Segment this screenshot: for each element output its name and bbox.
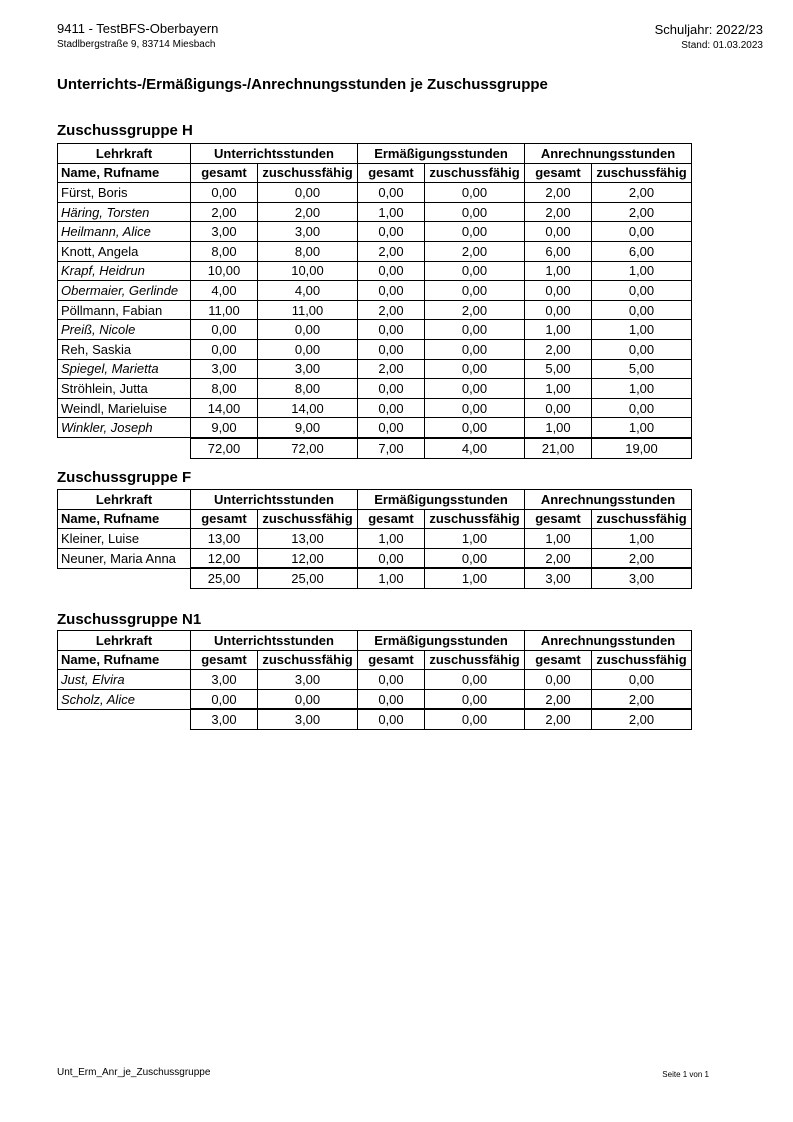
column-header-gesamt: gesamt [525, 650, 592, 670]
value-cell: 2,00 [191, 202, 258, 222]
value-cell: 9,00 [258, 418, 358, 438]
total-cell: 3,00 [592, 568, 692, 588]
value-cell: 14,00 [191, 398, 258, 418]
table-row [58, 300, 692, 320]
value-cell: 0,00 [425, 670, 525, 690]
value-cell: 3,00 [191, 670, 258, 690]
value-cell: 1,00 [592, 320, 692, 340]
value-cell: 4,00 [191, 281, 258, 301]
teacher-name: Winkler, Joseph [58, 418, 191, 438]
column-header-zuschussfaehig: zuschussfähig [258, 163, 358, 183]
value-cell: 8,00 [258, 379, 358, 399]
report-title: Unterrichts-/Ermäßigungs-/Anrechnungsstunden je Zuschussgruppe [57, 76, 548, 93]
table-row [58, 281, 692, 301]
table-row [58, 379, 692, 399]
value-cell: 0,00 [425, 339, 525, 359]
totals-spacer [58, 568, 191, 588]
table-row [58, 689, 692, 709]
group-table [57, 489, 692, 589]
value-cell: 0,00 [425, 379, 525, 399]
column-header-zuschussfaehig: zuschussfähig [592, 650, 692, 670]
value-cell: 0,00 [525, 670, 592, 690]
value-cell: 0,00 [358, 183, 425, 203]
value-cell: 0,00 [358, 418, 425, 438]
total-cell: 7,00 [358, 438, 425, 458]
value-cell: 12,00 [258, 548, 358, 568]
value-cell: 1,00 [525, 529, 592, 549]
teacher-name: Preiß, Nicole [58, 320, 191, 340]
column-header-gesamt: gesamt [525, 509, 592, 529]
table-row [58, 241, 692, 261]
value-cell: 10,00 [191, 261, 258, 281]
value-cell: 11,00 [258, 300, 358, 320]
value-cell: 2,00 [358, 300, 425, 320]
value-cell: 0,00 [425, 359, 525, 379]
column-header-unterricht: Unterrichtsstunden [191, 631, 358, 651]
totals-row [58, 709, 692, 729]
column-header-gesamt: gesamt [358, 650, 425, 670]
teacher-name: Knott, Angela [58, 241, 191, 261]
table-row [58, 548, 692, 568]
school-address: Stadlbergstraße 9, 83714 Miesbach [57, 39, 216, 50]
value-cell: 0,00 [191, 183, 258, 203]
total-cell: 25,00 [191, 568, 258, 588]
value-cell: 14,00 [258, 398, 358, 418]
value-cell: 0,00 [258, 689, 358, 709]
teacher-name: Just, Elvira [58, 670, 191, 690]
value-cell: 0,00 [258, 183, 358, 203]
column-header-anrechnung: Anrechnungsstunden [525, 631, 692, 651]
teacher-name: Fürst, Boris [58, 183, 191, 203]
table-row [58, 222, 692, 242]
value-cell: 0,00 [425, 320, 525, 340]
totals-spacer [58, 709, 191, 729]
column-header-name: Name, Rufname [58, 163, 191, 183]
total-cell: 0,00 [425, 709, 525, 729]
value-cell: 2,00 [525, 548, 592, 568]
value-cell: 8,00 [258, 241, 358, 261]
value-cell: 5,00 [525, 359, 592, 379]
school-year: Schuljahr: 2022/23 [654, 22, 763, 37]
table-row [58, 670, 692, 690]
table-row [58, 261, 692, 281]
column-header-name: Name, Rufname [58, 509, 191, 529]
value-cell: 0,00 [358, 320, 425, 340]
value-cell: 2,00 [525, 689, 592, 709]
column-header-ermaessigung: Ermäßigungsstunden [358, 631, 525, 651]
value-cell: 0,00 [358, 398, 425, 418]
column-header-unterricht: Unterrichtsstunden [191, 490, 358, 510]
teacher-name: Häring, Torsten [58, 202, 191, 222]
group-title: Zuschussgruppe F [57, 469, 192, 486]
value-cell: 1,00 [592, 529, 692, 549]
value-cell: 0,00 [592, 300, 692, 320]
totals-spacer [58, 438, 191, 458]
table-row [58, 339, 692, 359]
header-row-groups [58, 490, 692, 510]
column-header-gesamt: gesamt [525, 163, 592, 183]
total-cell: 0,00 [358, 709, 425, 729]
value-cell: 0,00 [358, 379, 425, 399]
value-cell: 12,00 [191, 548, 258, 568]
value-cell: 3,00 [191, 359, 258, 379]
column-header-gesamt: gesamt [191, 509, 258, 529]
teacher-name: Ströhlein, Jutta [58, 379, 191, 399]
value-cell: 11,00 [191, 300, 258, 320]
total-cell: 3,00 [525, 568, 592, 588]
total-cell: 72,00 [191, 438, 258, 458]
value-cell: 0,00 [425, 548, 525, 568]
teacher-name: Spiegel, Marietta [58, 359, 191, 379]
value-cell: 2,00 [525, 183, 592, 203]
value-cell: 9,00 [191, 418, 258, 438]
value-cell: 0,00 [592, 281, 692, 301]
table-row [58, 183, 692, 203]
value-cell: 13,00 [191, 529, 258, 549]
value-cell: 1,00 [592, 418, 692, 438]
total-cell: 3,00 [258, 709, 358, 729]
totals-row [58, 568, 692, 588]
table-row [58, 202, 692, 222]
value-cell: 6,00 [525, 241, 592, 261]
value-cell: 0,00 [258, 320, 358, 340]
teacher-name: Obermaier, Gerlinde [58, 281, 191, 301]
teacher-name: Scholz, Alice [58, 689, 191, 709]
value-cell: 2,00 [358, 241, 425, 261]
value-cell: 0,00 [592, 339, 692, 359]
group-table [57, 143, 692, 459]
value-cell: 1,00 [592, 261, 692, 281]
group-title: Zuschussgruppe N1 [57, 611, 202, 628]
value-cell: 0,00 [425, 398, 525, 418]
value-cell: 4,00 [258, 281, 358, 301]
value-cell: 1,00 [525, 261, 592, 281]
total-cell: 4,00 [425, 438, 525, 458]
column-header-zuschussfaehig: zuschussfähig [425, 163, 525, 183]
column-header-gesamt: gesamt [358, 163, 425, 183]
value-cell: 0,00 [525, 281, 592, 301]
total-cell: 19,00 [592, 438, 692, 458]
value-cell: 2,00 [525, 202, 592, 222]
value-cell: 0,00 [525, 398, 592, 418]
value-cell: 1,00 [592, 379, 692, 399]
value-cell: 0,00 [358, 339, 425, 359]
table-row [58, 398, 692, 418]
column-header-zuschussfaehig: zuschussfähig [592, 509, 692, 529]
school-name: 9411 - TestBFS-Oberbayern [57, 21, 219, 36]
teacher-name: Heilmann, Alice [58, 222, 191, 242]
value-cell: 0,00 [425, 222, 525, 242]
column-header-teacher: Lehrkraft [58, 631, 191, 651]
value-cell: 0,00 [425, 281, 525, 301]
value-cell: 2,00 [425, 241, 525, 261]
totals-row [58, 438, 692, 458]
table-row [58, 359, 692, 379]
value-cell: 1,00 [425, 529, 525, 549]
value-cell: 1,00 [525, 418, 592, 438]
group-table [57, 630, 692, 730]
teacher-name: Reh, Saskia [58, 339, 191, 359]
column-header-anrechnung: Anrechnungsstunden [525, 490, 692, 510]
value-cell: 1,00 [358, 529, 425, 549]
total-cell: 1,00 [425, 568, 525, 588]
value-cell: 0,00 [425, 183, 525, 203]
value-cell: 0,00 [592, 670, 692, 690]
value-cell: 0,00 [425, 689, 525, 709]
group-title: Zuschussgruppe H [57, 122, 193, 139]
value-cell: 2,00 [592, 548, 692, 568]
column-header-zuschussfaehig: zuschussfähig [425, 509, 525, 529]
value-cell: 1,00 [525, 320, 592, 340]
value-cell: 0,00 [525, 300, 592, 320]
value-cell: 0,00 [191, 320, 258, 340]
value-cell: 0,00 [191, 689, 258, 709]
column-header-zuschussfaehig: zuschussfähig [258, 509, 358, 529]
value-cell: 0,00 [258, 339, 358, 359]
header-row-groups [58, 631, 692, 651]
value-cell: 0,00 [425, 261, 525, 281]
value-cell: 8,00 [191, 241, 258, 261]
value-cell: 2,00 [258, 202, 358, 222]
column-header-zuschussfaehig: zuschussfähig [425, 650, 525, 670]
value-cell: 0,00 [358, 670, 425, 690]
value-cell: 0,00 [525, 222, 592, 242]
value-cell: 5,00 [592, 359, 692, 379]
teacher-name: Kleiner, Luise [58, 529, 191, 549]
column-header-name: Name, Rufname [58, 650, 191, 670]
value-cell: 2,00 [592, 202, 692, 222]
table-row [58, 529, 692, 549]
value-cell: 0,00 [358, 548, 425, 568]
table-row [58, 320, 692, 340]
value-cell: 2,00 [592, 183, 692, 203]
value-cell: 8,00 [191, 379, 258, 399]
value-cell: 0,00 [358, 281, 425, 301]
value-cell: 1,00 [525, 379, 592, 399]
value-cell: 2,00 [525, 339, 592, 359]
report-date: Stand: 01.03.2023 [681, 40, 763, 51]
value-cell: 10,00 [258, 261, 358, 281]
total-cell: 2,00 [525, 709, 592, 729]
page-number: Seite 1 von 1 [662, 1070, 709, 1079]
value-cell: 13,00 [258, 529, 358, 549]
value-cell: 0,00 [358, 689, 425, 709]
total-cell: 25,00 [258, 568, 358, 588]
value-cell: 0,00 [592, 398, 692, 418]
value-cell: 3,00 [258, 670, 358, 690]
value-cell: 3,00 [258, 359, 358, 379]
teacher-name: Pöllmann, Fabian [58, 300, 191, 320]
column-header-teacher: Lehrkraft [58, 490, 191, 510]
teacher-name: Neuner, Maria Anna [58, 548, 191, 568]
column-header-anrechnung: Anrechnungsstunden [525, 144, 692, 164]
header-row-subcolumns [58, 163, 692, 183]
column-header-unterricht: Unterrichtsstunden [191, 144, 358, 164]
value-cell: 0,00 [425, 418, 525, 438]
total-cell: 1,00 [358, 568, 425, 588]
value-cell: 1,00 [358, 202, 425, 222]
header-row-groups [58, 144, 692, 164]
value-cell: 3,00 [258, 222, 358, 242]
header-row-subcolumns [58, 650, 692, 670]
teacher-name: Krapf, Heidrun [58, 261, 191, 281]
total-cell: 21,00 [525, 438, 592, 458]
value-cell: 0,00 [191, 339, 258, 359]
total-cell: 72,00 [258, 438, 358, 458]
value-cell: 0,00 [358, 261, 425, 281]
header-row-subcolumns [58, 509, 692, 529]
total-cell: 2,00 [592, 709, 692, 729]
column-header-zuschussfaehig: zuschussfähig [258, 650, 358, 670]
column-header-zuschussfaehig: zuschussfähig [592, 163, 692, 183]
column-header-gesamt: gesamt [358, 509, 425, 529]
teacher-name: Weindl, Marieluise [58, 398, 191, 418]
table-row [58, 418, 692, 438]
value-cell: 3,00 [191, 222, 258, 242]
value-cell: 0,00 [425, 202, 525, 222]
value-cell: 2,00 [592, 689, 692, 709]
value-cell: 0,00 [358, 222, 425, 242]
column-header-gesamt: gesamt [191, 650, 258, 670]
column-header-ermaessigung: Ermäßigungsstunden [358, 144, 525, 164]
value-cell: 2,00 [358, 359, 425, 379]
column-header-gesamt: gesamt [191, 163, 258, 183]
total-cell: 3,00 [191, 709, 258, 729]
column-header-ermaessigung: Ermäßigungsstunden [358, 490, 525, 510]
report-id: Unt_Erm_Anr_je_Zuschussgruppe [57, 1067, 211, 1078]
value-cell: 2,00 [425, 300, 525, 320]
value-cell: 0,00 [592, 222, 692, 242]
column-header-teacher: Lehrkraft [58, 144, 191, 164]
value-cell: 6,00 [592, 241, 692, 261]
